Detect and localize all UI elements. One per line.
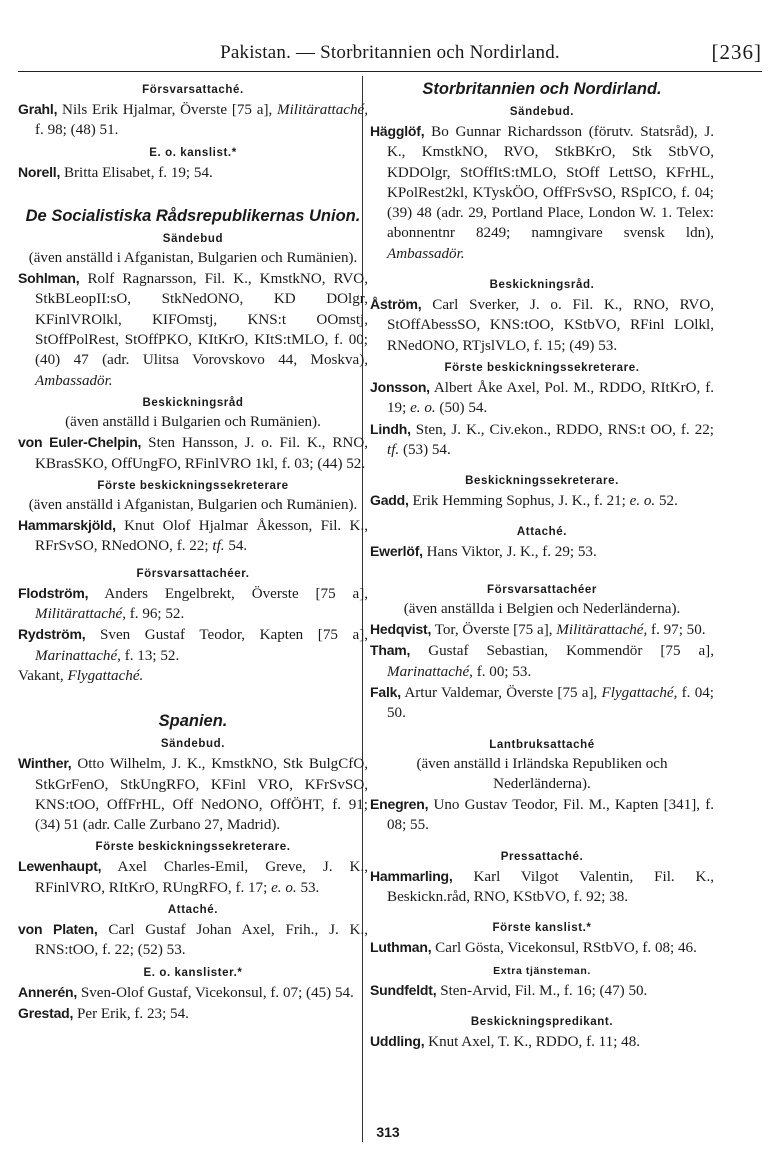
entry-text: Sven Gustaf Teodor, Kapten [75 a], [85, 627, 368, 644]
entry-name: Grestad, [18, 1004, 74, 1021]
section-heading: Förste beskickningssekreterare [97, 479, 289, 492]
entry-text: Sven-Olof Gustaf, Vicekonsul, f. 07; (45) 54. [77, 984, 354, 1001]
entry-text: Otto Wilhelm, J. K., KmstkNO, Stk BulgCfO, StkGrFenO, StkUngRFO, KFinl VRO, KFrSvSO, KNS:tOO, OffFrHL, Off NedONO, OffÖHT, f. 91; (34) 51 (adr. Calle Zurbano 27, Madrid). [35, 756, 368, 834]
entry-text: Carl Gustaf Johan Axel, Frih., J. K., RNS:tOO, f. 22; (52) 53. [35, 922, 369, 959]
section-note: (även anställd i Afganistan, Bulgarien och Rumänien). [28, 496, 358, 513]
left-column [18, 78, 368, 1024]
folio-number: 313 [376, 1124, 400, 1140]
section-heading: Försvarsattachéer. [136, 567, 250, 580]
entry-title: Militärattaché, [556, 622, 648, 639]
section-heading: Pressattaché. [500, 850, 584, 863]
entry-name: Grahl, [18, 101, 58, 117]
entry [370, 1031, 714, 1052]
entry-text: Britta Elisabet, f. 19; 54. [60, 164, 213, 181]
entry-abbrev: tf. [387, 441, 400, 458]
country-heading: De Socialistiska Rådsrepublikernas Union. [25, 206, 361, 225]
entry-text: Vakant, [18, 667, 64, 684]
entry-text: f. 97; 50. [647, 622, 706, 639]
right-column [370, 78, 714, 1052]
header-rule [18, 71, 762, 72]
running-header [18, 40, 762, 70]
entry-text: Knut Olof Hjalmar Åkesson, Fil. K., RFrSvSO, RNedONO, f. 22; [35, 518, 368, 555]
section-heading: E. o. kanslister.* [143, 966, 243, 979]
entry-text: f. 13; 52. [120, 647, 180, 664]
entry-text: Sten Hansson, J. o. Fil. K., RNO, KBrasSKO, OffUngFO, RFinlVRO 1kl, f. 03; (44) 52. [35, 435, 369, 472]
entry [370, 294, 714, 356]
entry-text: Tor, Överste [75 a], [431, 622, 553, 639]
section-heading: Försvarsattaché. [142, 84, 244, 96]
section-heading: Attaché. [167, 904, 219, 917]
entry-name: Lewenhaupt, [18, 858, 102, 875]
entry-name: von Euler-Chelpin, [18, 434, 142, 451]
section-heading: Beskickningsråd. [489, 279, 595, 292]
page-number: [236] [711, 40, 762, 64]
entry [18, 624, 368, 666]
entry-text: Carl Sverker, J. o. Fil. K., RNO, RVO, StOffAbessSO, KNS:tOO, KStbVO, RFinl LOlkl, RNedONO, RTjslVLO, f. 15; (49) 53. [387, 297, 714, 354]
entry-text: Carl Gösta, Vicekonsul, RStbVO, f. 08; 46. [431, 940, 697, 957]
section-note: (även anställd i Afganistan, Bulgarien och Rumänien). [28, 249, 358, 266]
entry-abbrev: e. o. [629, 493, 656, 510]
entry-name: Falk, [370, 683, 401, 700]
section-heading: Förste beskickningssekreterare. [444, 361, 640, 374]
entry-name: Hammarskjöld, [18, 517, 116, 534]
section-heading: Sändebud [162, 232, 224, 245]
section-note: (även anställd i Bulgarien och Rumänien). [65, 413, 321, 430]
entry [18, 666, 368, 686]
entry-text: Karl Vilgot Valentin, Fil. K., Beskickn.råd, RNO, KStbVO, f. 92; 38. [387, 868, 714, 906]
entry-name: Norell, [18, 163, 61, 180]
entry [18, 753, 368, 835]
entry-text: Uno Gustav Teodor, Fil. M., Kapten [341], f. 08; 55. [387, 797, 714, 834]
section-heading: Extra tjänsteman. [493, 964, 591, 977]
entry-name: Gadd, [370, 492, 409, 509]
entry-title: Flygattaché, [601, 684, 678, 701]
entry [370, 794, 714, 836]
entry-text: Hans Viktor, J. K., f. 29; 53. [422, 544, 597, 561]
entry [370, 121, 714, 264]
country-heading: Spanien. [158, 712, 228, 731]
entry [18, 982, 368, 1003]
entry-text: 54. [224, 538, 248, 555]
entry-title: Flygattaché. [67, 667, 144, 684]
entry-text: 53. [296, 879, 320, 896]
entry-text: Albert Åke Axel, Pol. M., RDDO, RItKrO, f. 19; [387, 379, 714, 417]
entry [370, 937, 714, 958]
entry-text: 52. [655, 493, 678, 510]
entry [18, 1003, 368, 1024]
entry-name: Hägglöf, [370, 123, 425, 139]
section-heading: Förste beskickningssekreterare. [95, 841, 291, 854]
entry-title: Militärattaché, [277, 102, 368, 118]
entry-name: Flodström, [18, 584, 89, 601]
entry-text: Sten, J. K., Civ.ekon., RDDO, RNS:t OO, f. 22; [410, 421, 714, 438]
entry-title: Ambassadör. [387, 245, 465, 262]
entry [370, 377, 714, 419]
entry-text: Artur Valdemar, Överste [75 a], [400, 684, 598, 701]
entry [370, 419, 714, 461]
entry [370, 980, 714, 1001]
entry-name: Åström, [370, 296, 422, 313]
entry-name: Hammarling, [370, 867, 453, 884]
entry-text: Erik Hemming Sophus, J. K., f. 21; [408, 493, 626, 510]
entry-title: Marinattaché, [35, 647, 121, 664]
entry [18, 856, 368, 898]
entry [370, 866, 714, 908]
section-heading: Beskickningssekreterare. [465, 475, 619, 488]
entry-text: f. 00; 53. [472, 663, 532, 680]
entry-name: Sohlman, [18, 270, 80, 287]
entry-text: Axel Charles-Emil, Greve, J. K., RFinlVRO, RItKrO, RUngRFO, f. 17; [35, 859, 368, 896]
entry-text: (53) 54. [399, 441, 451, 458]
entry-text: Anders Engelbrekt, Överste [75 a], [88, 585, 368, 602]
entry [18, 162, 368, 183]
section-heading: Beskickningspredikant. [470, 1015, 614, 1028]
section-heading: Sändebud. [509, 106, 575, 118]
entry-abbrev: tf. [212, 538, 225, 555]
entry-text: f. 98; (48) 51. [35, 122, 119, 139]
entry-abbrev: e. o. [271, 879, 297, 896]
entry-text: Rolf Ragnarsson, Fil. K., KmstkNO, RVO, StkBLeopII:sO, StkNedONO, KD DOlgr, KFinlVROlkl, KIFOmstj, KNS:t OOmstj, StOffPolRest, StOffPKO, KItKrO, KItS:tMLO, f. 00; (40) 47 (adr. Ulitsa Vorovskovo 44, Moskva), [35, 271, 368, 369]
country-heading: Storbritannien och Nordirland. [422, 80, 662, 98]
entry [18, 99, 368, 141]
entry [18, 432, 368, 474]
entry-title: Marinattaché, [387, 663, 473, 680]
entry-text: Nils Erik Hjalmar, Överste [75 a], [57, 102, 273, 118]
entry-name: Luthman, [370, 939, 432, 956]
entry-text: f. 04; 50. [387, 684, 714, 722]
entry-title: Ambassadör. [35, 372, 113, 389]
entry-name: Tham, [370, 642, 411, 659]
entry [18, 268, 368, 391]
entry [18, 919, 368, 961]
entry-name: Rydström, [18, 626, 86, 643]
entry-name: Winther, [18, 755, 72, 772]
section-heading: Beskickningsråd [142, 396, 244, 409]
entry [370, 541, 714, 562]
section-heading: Förste kanslist.* [492, 922, 592, 935]
entry-text: Bo Gunnar Richardsson (förutv. Statsråd), J. K., KmstkNO, RVO, StkBKrO, Stk StbVO, KDDOlgr, StOffItS:tMLO, StOff LettSO, KFrHL, KPolRest2kl, KTyskÖO, OffFrSvSO, RSpICO, f. 04; (39) 48 (adr. 29, Portland Place, London W. 1. Telex: abonnentnr 8249; namngivare svensk ldn), [387, 124, 714, 242]
entry-text: Sten-Arvid, Fil. M., f. 16; (47) 50. [436, 982, 648, 999]
entry-name: Hedqvist, [370, 621, 432, 638]
running-title: Pakistan. — Storbritannien och Nordirland. [220, 42, 560, 63]
section-heading: Sändebud. [160, 738, 226, 751]
entry-text: (50) 54. [435, 400, 488, 417]
entry [18, 583, 368, 625]
entry-text: Per Erik, f. 23; 54. [73, 1005, 189, 1022]
entry-name: Jonsson, [370, 378, 430, 395]
entry-name: Lindh, [370, 420, 411, 437]
entry-name: Annerén, [18, 983, 78, 1000]
entry [370, 490, 714, 511]
entry-abbrev: e. o. [410, 400, 436, 417]
section-note: (även anställda i Belgien och Nederländerna). [403, 600, 681, 617]
entry-text: f. 96; 52. [125, 606, 185, 623]
section-heading: Lantbruksattaché [489, 738, 595, 751]
entry-name: Ewerlöf, [370, 543, 423, 560]
section-note: (även anställd i Irländska Republiken och Nederländerna). [416, 755, 668, 792]
entry-text: Gustaf Sebastian, Kommendör [75 a], [410, 643, 714, 660]
section-heading: Försvarsattachéer [487, 583, 597, 596]
section-heading: Attaché. [516, 526, 568, 539]
entry [370, 640, 714, 682]
entry-name: Sundfeldt, [370, 981, 437, 998]
entry [370, 619, 714, 640]
entry-title: Militärattaché, [35, 606, 126, 623]
section-heading: E. o. kanslist.* [149, 146, 237, 159]
entry-name: von Platen, [18, 921, 98, 938]
entry-text: Knut Axel, T. K., RDDO, f. 11; 48. [424, 1033, 641, 1050]
entry [370, 682, 714, 724]
entry-name: Enegren, [370, 796, 429, 813]
entry [18, 515, 368, 557]
entry-name: Uddling, [370, 1032, 425, 1049]
